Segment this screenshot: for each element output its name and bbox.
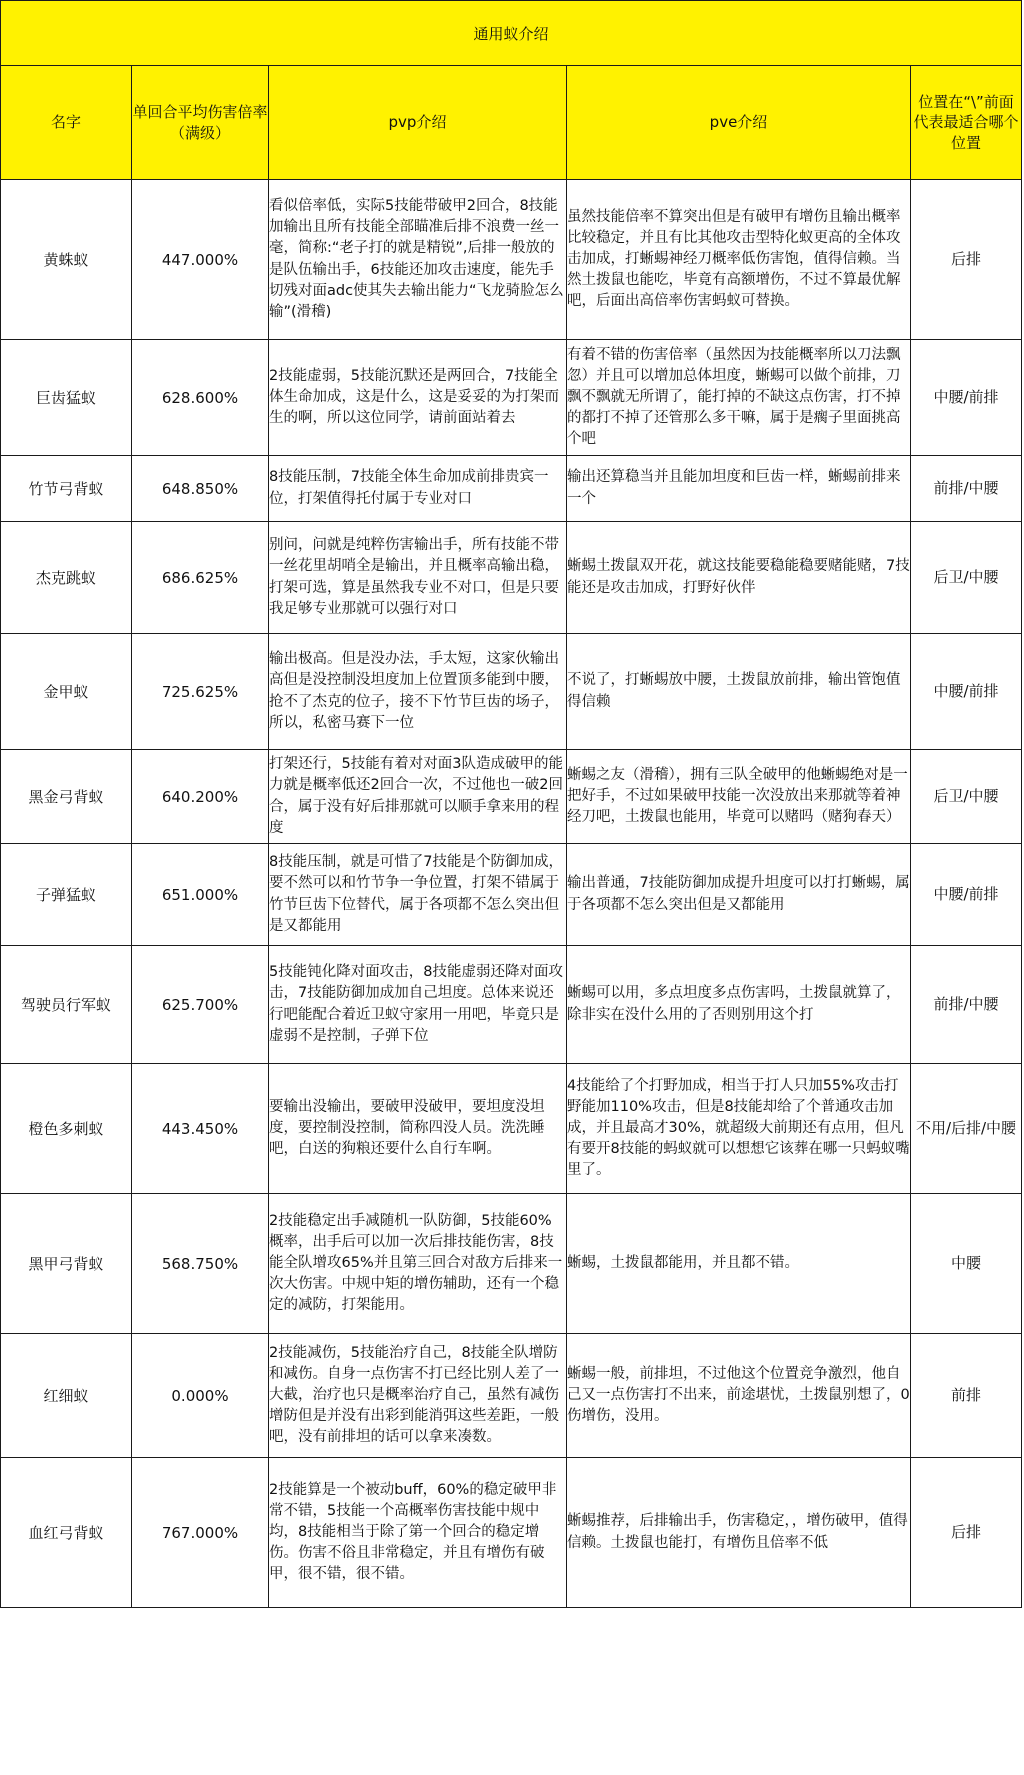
position-cell: 后卫/中腰: [911, 522, 1022, 634]
damage-rate-cell: 651.000%: [132, 844, 269, 946]
pve-intro-cell: 蜥蜴，土拨鼠都能用，并且都不错。: [567, 1194, 911, 1334]
pve-intro-cell: 输出普通，7技能防御加成提升坦度可以打打蜥蜴，属于各项都不怎么突出但是又都能用: [567, 844, 911, 946]
header-pve: pve介绍: [567, 66, 911, 180]
pvp-intro-cell: 2技能算是一个被动buff，60%的稳定破甲非常不错，5技能一个高概率伤害技能中规中均，8技能相当于除了第一个回合的稳定增伤。伤害不俗且非常稳定，并且有增伤有破甲，很不错，很不错。: [269, 1458, 567, 1608]
table-row: [1, 634, 1022, 750]
ant-name-cell: 竹节弓背蚁: [1, 456, 132, 522]
damage-rate-cell: 640.200%: [132, 750, 269, 844]
pvp-intro-cell: 2技能稳定出手减随机一队防御，5技能60%概率，出手后可以加一次后排技能伤害，8技能全队增攻65%并且第三回合对敌方后排来一次大伤害。中规中矩的增伤辅助，还有一个稳定的减防，打架能用。: [269, 1194, 567, 1334]
position-cell: 后排: [911, 1458, 1022, 1608]
damage-rate-cell: 686.625%: [132, 522, 269, 634]
ant-name-cell: 红细蚁: [1, 1334, 132, 1458]
damage-rate-cell: 648.850%: [132, 456, 269, 522]
pve-intro-cell: 蜥蜴土拨鼠双开花，就这技能要稳能稳要赌能赌，7技能还是攻击加成，打野好伙伴: [567, 522, 911, 634]
damage-rate-cell: 447.000%: [132, 180, 269, 340]
pvp-intro-cell: 要输出没输出，要破甲没破甲，要坦度没坦度，要控制没控制，简称四没人员。洗洗睡吧，白送的狗粮还要什么自行车啊。: [269, 1064, 567, 1194]
ant-name-cell: 黄蛛蚁: [1, 180, 132, 340]
table-row: [1, 1064, 1022, 1194]
pve-intro-cell: 不说了，打蜥蜴放中腰，土拨鼠放前排，输出管饱值得信赖: [567, 634, 911, 750]
header-position: 位置在“\”前面代表最适合哪个位置: [911, 66, 1022, 180]
pve-intro-cell: 有着不错的伤害倍率（虽然因为技能概率所以刀法飘忽）并且可以增加总体坦度，蜥蜴可以做个前排，刀飘不飘就无所谓了，能打掉的不缺这点伤害，打不掉的都打不掉了还管那么多干嘛，属于是瘸子里面挑高个吧: [567, 340, 911, 456]
table-row: [1, 750, 1022, 844]
pvp-intro-cell: 5技能钝化降对面攻击，8技能虚弱还降对面攻击，7技能防御加成加自己坦度。总体来说还行吧能配合着近卫蚁守家用一用吧，毕竟只是虚弱不是控制，子弹下位: [269, 946, 567, 1064]
pve-intro-cell: 4技能给了个打野加成，相当于打人只加55%攻击打野能加110%攻击，但是8技能却给了个普通攻击加成，并且最高才30%，就超级大前期还有点用，但凡有要开8技能的蚂蚁就可以想想它该葬在哪一只蚂蚁嘴里了。: [567, 1064, 911, 1194]
table-row: [1, 946, 1022, 1064]
pvp-intro-cell: 看似倍率低，实际5技能带破甲2回合，8技能加输出且所有技能全部瞄准后排不浪费一丝一毫，简称:“老子打的就是精锐”,后排一般放的是队伍输出手，6技能还加攻击速度，能先手切残对面adc使其失去输出能力“飞龙骑脸怎么输”(滑稽): [269, 180, 567, 340]
damage-rate-cell: 625.700%: [132, 946, 269, 1064]
table-row: [1, 844, 1022, 946]
pve-intro-cell: 输出还算稳当并且能加坦度和巨齿一样，蜥蜴前排来一个: [567, 456, 911, 522]
position-cell: 中腰: [911, 1194, 1022, 1334]
position-cell: 不用/后排/中腰: [911, 1064, 1022, 1194]
ant-name-cell: 橙色多刺蚁: [1, 1064, 132, 1194]
table-row: [1, 180, 1022, 340]
damage-rate-cell: 725.625%: [132, 634, 269, 750]
damage-rate-cell: 568.750%: [132, 1194, 269, 1334]
table-row: [1, 1334, 1022, 1458]
ant-name-cell: 黑甲弓背蚁: [1, 1194, 132, 1334]
pve-intro-cell: 蜥蜴推荐，后排输出手，伤害稳定，，增伤破甲，值得信赖。土拨鼠也能打，有增伤且倍率不低: [567, 1458, 911, 1608]
pvp-intro-cell: 2技能减伤，5技能治疗自己，8技能全队增防和减伤。自身一点伤害不打已经比别人差了一大截，治疗也只是概率治疗自己，虽然有减伤增防但是并没有出彩到能消弭这些差距，一般吧，没有前排坦的话可以拿来凑数。: [269, 1334, 567, 1458]
header-pvp: pvp介绍: [269, 66, 567, 180]
position-cell: 中腰/前排: [911, 340, 1022, 456]
table-row: [1, 1194, 1022, 1334]
damage-rate-cell: 767.000%: [132, 1458, 269, 1608]
pve-intro-cell: 虽然技能倍率不算突出但是有破甲有增伤且输出概率比较稳定，并且有比其他攻击型特化蚁更高的全体攻击加成，打蜥蜴神经刀概率低伤害饱，值得信赖。当然土拨鼠也能吃，毕竟有高额增伤，不过不算最优解吧，后面出高倍率伤害蚂蚁可替换。: [567, 180, 911, 340]
pvp-intro-cell: 别问，问就是纯粹伤害输出手，所有技能不带一丝花里胡哨全是输出，并且概率高输出稳，打架可选，算是虽然我专业不对口，但是只要我足够专业那就可以强行对口: [269, 522, 567, 634]
position-cell: 前排/中腰: [911, 456, 1022, 522]
pve-intro-cell: 蜥蜴之友（滑稽），拥有三队全破甲的他蜥蜴绝对是一把好手，不过如果破甲技能一次没放出来那就等着神经刀吧，土拨鼠也能用，毕竟可以赌吗（赌狗春天）: [567, 750, 911, 844]
pvp-intro-cell: 8技能压制，7技能全体生命加成前排贵宾一位，打架值得托付属于专业对口: [269, 456, 567, 522]
damage-rate-cell: 628.600%: [132, 340, 269, 456]
pvp-intro-cell: 2技能虚弱，5技能沉默还是两回合，7技能全体生命加成，这是什么，这是妥妥的为打架而生的啊，所以这位同学，请前面站着去: [269, 340, 567, 456]
header-rate: 单回合平均伤害倍率（满级）: [132, 66, 269, 180]
position-cell: 中腰/前排: [911, 844, 1022, 946]
position-cell: 中腰/前排: [911, 634, 1022, 750]
table-row: [1, 456, 1022, 522]
header-name: 名字: [1, 66, 132, 180]
ant-name-cell: 子弹猛蚁: [1, 844, 132, 946]
table-row: [1, 1458, 1022, 1608]
header-row: [1, 66, 1022, 180]
position-cell: 后卫/中腰: [911, 750, 1022, 844]
pve-intro-cell: 蜥蜴一般，前排坦，不过他这个位置竞争激烈，他自己又一点伤害打不出来，前途堪忧，土拨鼠别想了，0伤增伤，没用。: [567, 1334, 911, 1458]
ant-name-cell: 驾驶员行军蚁: [1, 946, 132, 1064]
pvp-intro-cell: 输出极高。但是没办法，手太短，这家伙输出高但是没控制没坦度加上位置顶多能到中腰，抢不了杰克的位子，接不下竹节巨齿的场子，所以，私密马赛下一位: [269, 634, 567, 750]
ant-name-cell: 杰克跳蚁: [1, 522, 132, 634]
pve-intro-cell: 蜥蜴可以用，多点坦度多点伤害吗，土拨鼠就算了，除非实在没什么用的了否则别用这个打: [567, 946, 911, 1064]
pvp-intro-cell: 打架还行，5技能有着对对面3队造成破甲的能力就是概率低还2回合一次，不过他也一破2回合，属于没有好后排那就可以顺手拿来用的程度: [269, 750, 567, 844]
damage-rate-cell: 443.450%: [132, 1064, 269, 1194]
title-row: [1, 1, 1022, 66]
table-row: [1, 340, 1022, 456]
table-row: [1, 522, 1022, 634]
ant-name-cell: 血红弓背蚁: [1, 1458, 132, 1608]
position-cell: 前排: [911, 1334, 1022, 1458]
position-cell: 前排/中腰: [911, 946, 1022, 1064]
ant-name-cell: 巨齿猛蚁: [1, 340, 132, 456]
position-cell: 后排: [911, 180, 1022, 340]
damage-rate-cell: 0.000%: [132, 1334, 269, 1458]
ant-name-cell: 金甲蚁: [1, 634, 132, 750]
table-title: 通用蚁介绍: [1, 1, 1022, 66]
pvp-intro-cell: 8技能压制，就是可惜了7技能是个防御加成，要不然可以和竹节争一争位置，打架不错属于竹节巨齿下位替代，属于各项都不怎么突出但是又都能用: [269, 844, 567, 946]
ant-name-cell: 黑金弓背蚁: [1, 750, 132, 844]
